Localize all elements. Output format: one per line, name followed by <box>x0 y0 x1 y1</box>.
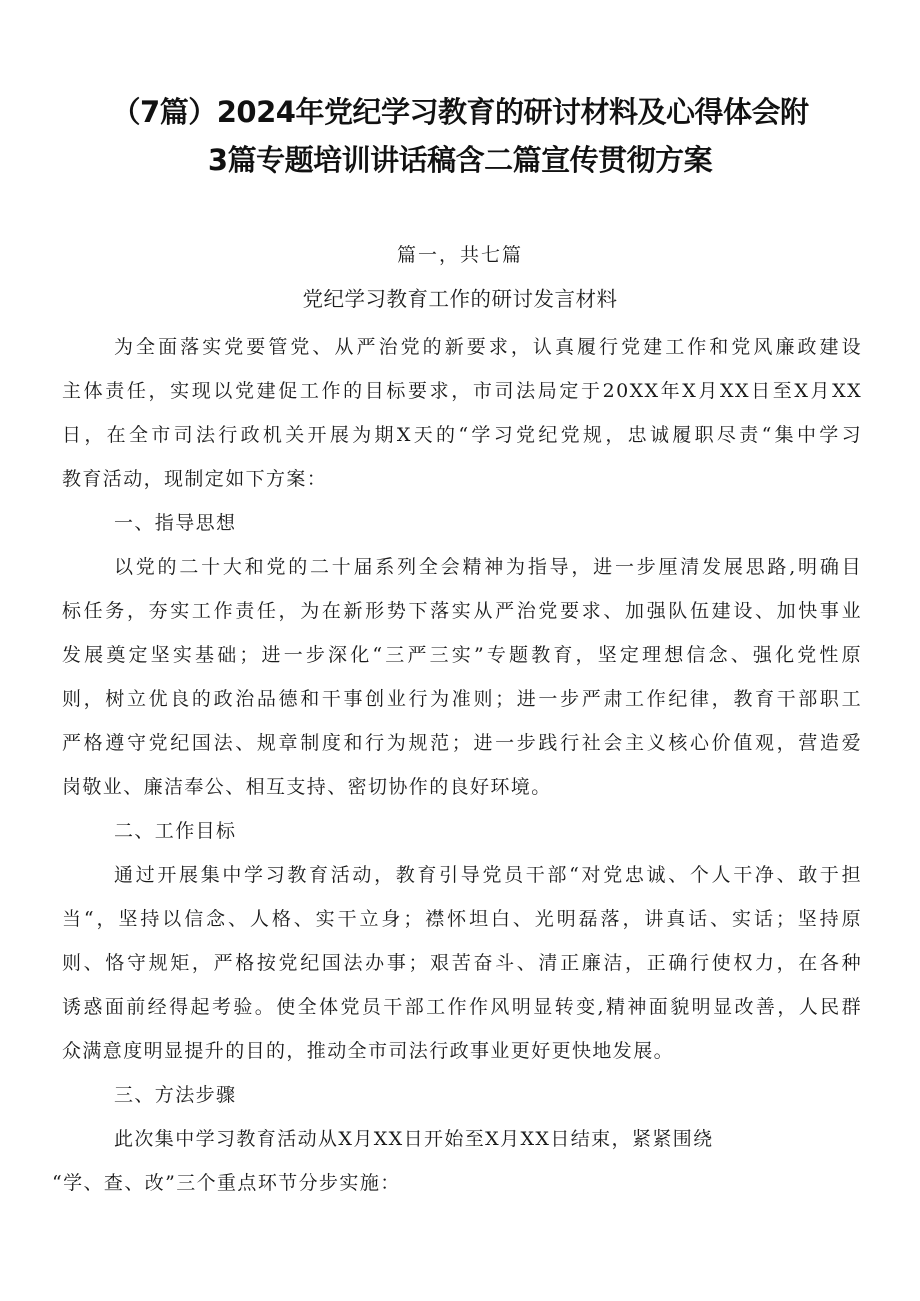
paragraph-line: 发展奠定坚实基础；进一步深化“三严三实”专题教育，坚定理想信念、强化党性原 <box>62 644 862 666</box>
paragraph-line: 此次集中学习教育活动从X月XX日开始至X月XX日结束，紧紧围绕 <box>114 1128 714 1150</box>
document-title-line: （7篇）2024年党纪学习教育的研讨材料及心得体会附 <box>111 95 809 129</box>
section-guiding-thought-paragraph <box>62 545 862 809</box>
section-heading-guiding-thought <box>62 501 862 545</box>
section-work-goals-paragraph <box>62 853 862 1073</box>
paragraph-line: 标任务，夯实工作责任，为在新形势下落实从严治党要求、加强队伍建设、加快事业 <box>62 600 862 622</box>
document-title <box>40 88 880 184</box>
paragraph-line: “学、查、改”三个重点环节分步实施： <box>52 1172 401 1194</box>
chapter-title: 党纪学习教育工作的研讨发言材料 <box>302 287 618 311</box>
paragraph-line: 众满意度明显提升的目的，推动全市司法行政事业更好更快地发展。 <box>62 1040 675 1062</box>
section-heading-work-goals <box>62 809 862 853</box>
section-heading: 二、工作目标 <box>114 820 237 842</box>
section-heading: 三、方法步骤 <box>114 1084 237 1106</box>
paragraph-line: 当“，坚持以信念、人格、实干立身；襟怀坦白、光明磊落，讲真话、实话；坚持原 <box>62 908 862 930</box>
paragraph-line: 则、恪守规矩，严格按党纪国法办事；艰苦奋斗、清正廉洁，正确行使权力，在各种 <box>62 952 862 974</box>
paragraph-line: 通过开展集中学习教育活动，教育引导党员干部“对党忠诚、个人干净、敢于担 <box>114 864 862 886</box>
paragraph-line: 日，在全市司法行政机关开展为期X天的“学习党纪党规，忠诚履职尽责“集中学习 <box>62 424 862 446</box>
paragraph-line: 则，树立优良的政治品德和干事创业行为准则；进一步严肃工作纪律，教育干部职工 <box>62 688 862 710</box>
section-method-steps-paragraph <box>52 1117 862 1205</box>
paragraph-line: 为全面落实党要管党、从严治党的新要求，认真履行党建工作和党风廉政建设 <box>114 336 862 358</box>
paragraph-line: 教育活动，现制定如下方案： <box>62 468 328 490</box>
section-heading-method-steps <box>62 1073 862 1117</box>
paragraph-line: 以党的二十大和党的二十届系列全会精神为指导，进一步厘清发展思路,明确目 <box>114 556 862 578</box>
paragraph-line: 严格遵守党纪国法、规章制度和行为规范；进一步践行社会主义核心价值观，营造爱 <box>62 732 862 754</box>
intro-paragraph <box>62 325 862 501</box>
section-heading: 一、指导思想 <box>114 512 237 534</box>
paragraph-line: 诱惑面前经得起考验。使全体党员干部工作作风明显转变,精神面貌明显改善，人民群 <box>62 996 862 1018</box>
document-title-line: 3篇专题培训讲话稿含二篇宣传贯彻方案 <box>207 143 713 177</box>
chapter-number: 篇一，共七篇 <box>396 244 523 266</box>
paragraph-line: 岗敬业、廉洁奉公、相互支持、密切协作的良好环境。 <box>62 776 552 798</box>
paragraph-line: 主体责任，实现以党建促工作的目标要求，市司法局定于20XX年X月XX日至X月XX <box>62 380 862 402</box>
